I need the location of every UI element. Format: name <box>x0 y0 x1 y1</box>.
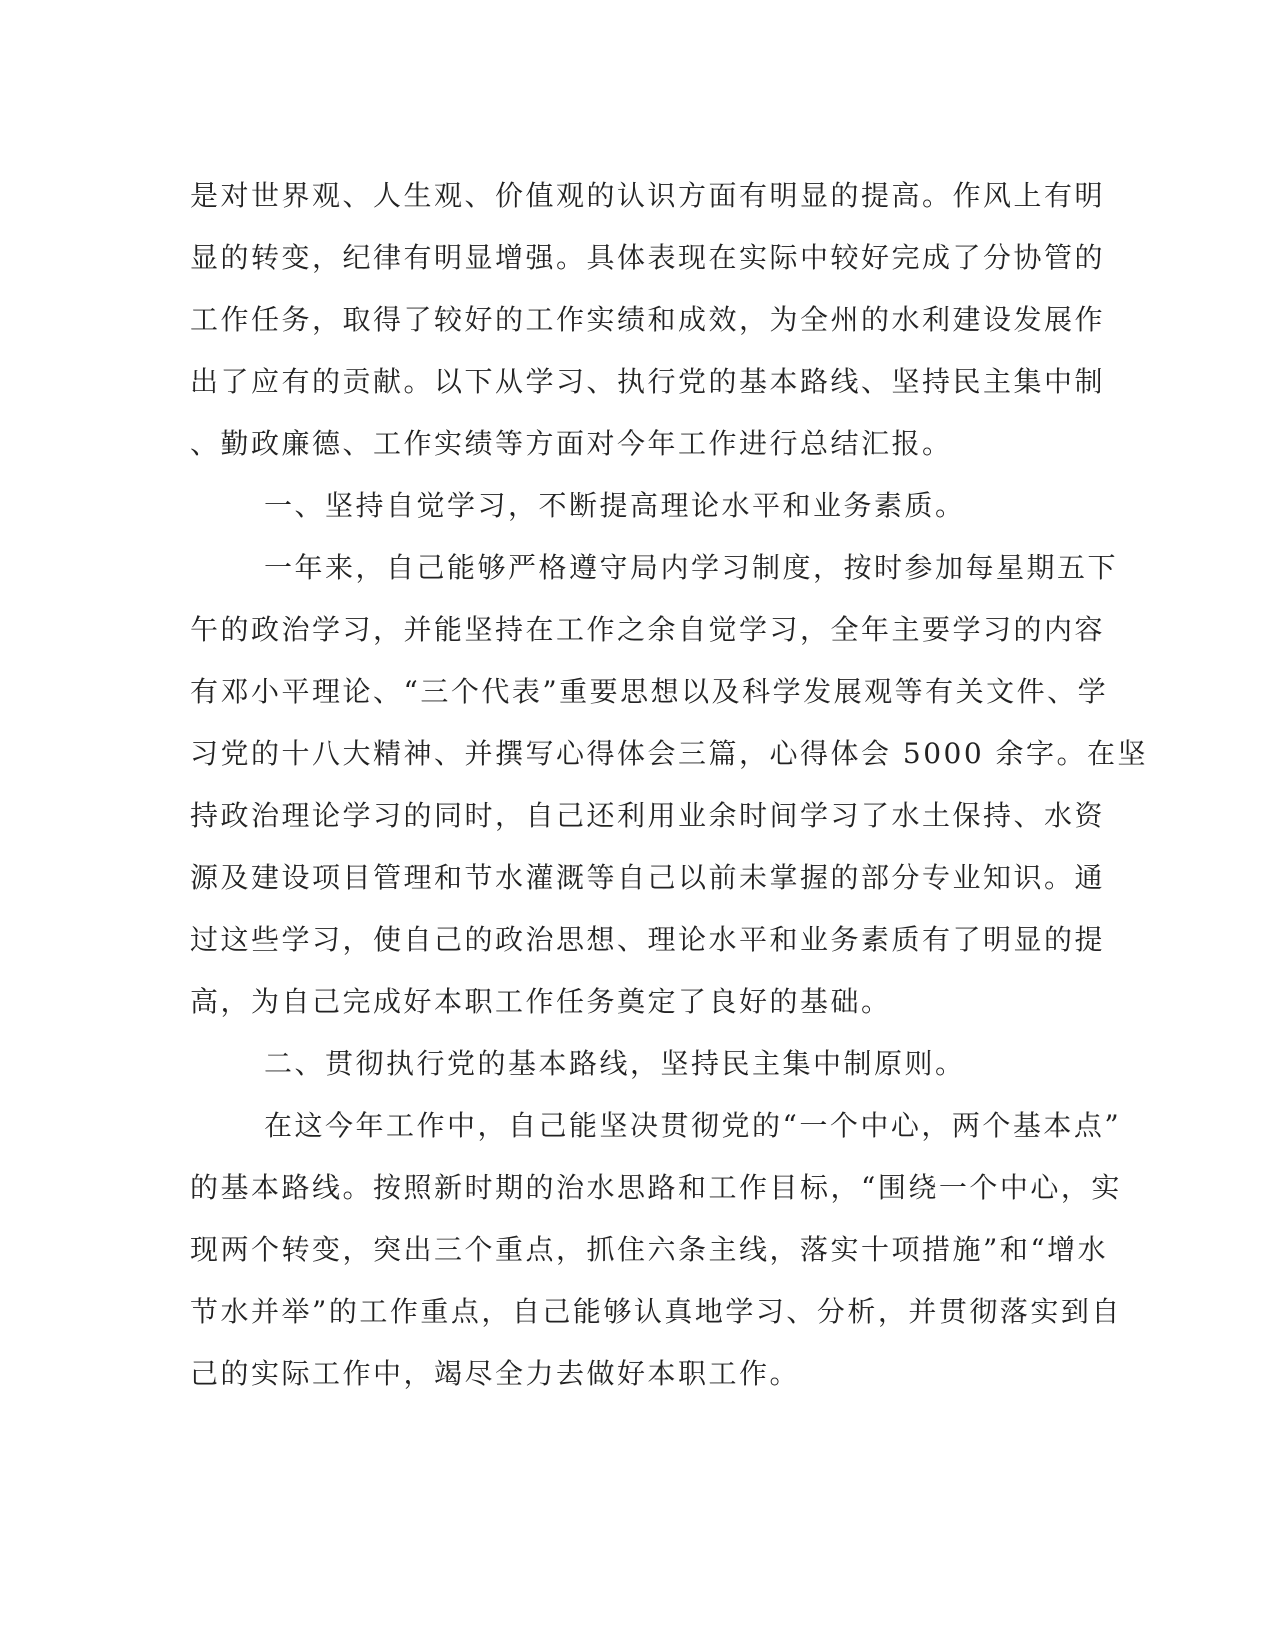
text-line: 节水并举”的工作重点，自己能够认真地学习、分析，并贯彻落实到自 <box>190 1295 1122 1328</box>
text-line: 在这今年工作中，自己能坚决贯彻党的“一个中心，两个基本点” <box>264 1109 1122 1142</box>
text-line: 源及建设项目管理和节水灌溉等自己以前未掌握的部分专业知识。通 <box>190 861 1106 894</box>
text-line: 二、贯彻执行党的基本路线，坚持民主集中制原则。 <box>264 1047 966 1080</box>
body-text <box>190 165 1149 1405</box>
text-line: 过这些学习，使自己的政治思想、理论水平和业务素质有了明显的提 <box>190 923 1106 956</box>
text-line: 一年来，自己能够严格遵守局内学习制度，按时参加每星期五下 <box>264 551 1119 584</box>
text-line: 显的转变，纪律有明显增强。具体表现在实际中较好完成了分协管的 <box>190 241 1106 274</box>
text-line: 己的实际工作中，竭尽全力去做好本职工作。 <box>190 1357 801 1390</box>
text-line: 一、坚持自觉学习，不断提高理论水平和业务素质。 <box>264 489 966 522</box>
text-line: 的基本路线。按照新时期的治水思路和工作目标，“围绕一个中心，实 <box>190 1171 1122 1204</box>
text-line: 出了应有的贡献。以下从学习、执行党的基本路线、坚持民主集中制 <box>190 365 1106 398</box>
text-line: 持政治理论学习的同时，自己还利用业余时间学习了水土保持、水资 <box>190 799 1106 832</box>
text-line: 、勤政廉德、工作实绩等方面对今年工作进行总结汇报。 <box>190 427 953 460</box>
text-line: 高，为自己完成好本职工作任务奠定了良好的基础。 <box>190 985 892 1018</box>
text-line: 是对世界观、人生观、价值观的认识方面有明显的提高。作风上有明 <box>190 179 1106 212</box>
text-line: 工作任务，取得了较好的工作实绩和成效，为全州的水利建设发展作 <box>190 303 1106 336</box>
text-line: 现两个转变，突出三个重点，抓住六条主线，落实十项措施”和“增水 <box>190 1233 1109 1266</box>
text-line: 午的政治学习，并能坚持在工作之余自觉学习，全年主要学习的内容 <box>190 613 1106 646</box>
text-line: 有邓小平理论、“三个代表”重要思想以及科学发展观等有关文件、学 <box>190 675 1109 708</box>
text-line: 习党的十八大精神、并撰写心得体会三篇，心得体会 5000 余字。在坚 <box>190 737 1149 770</box>
